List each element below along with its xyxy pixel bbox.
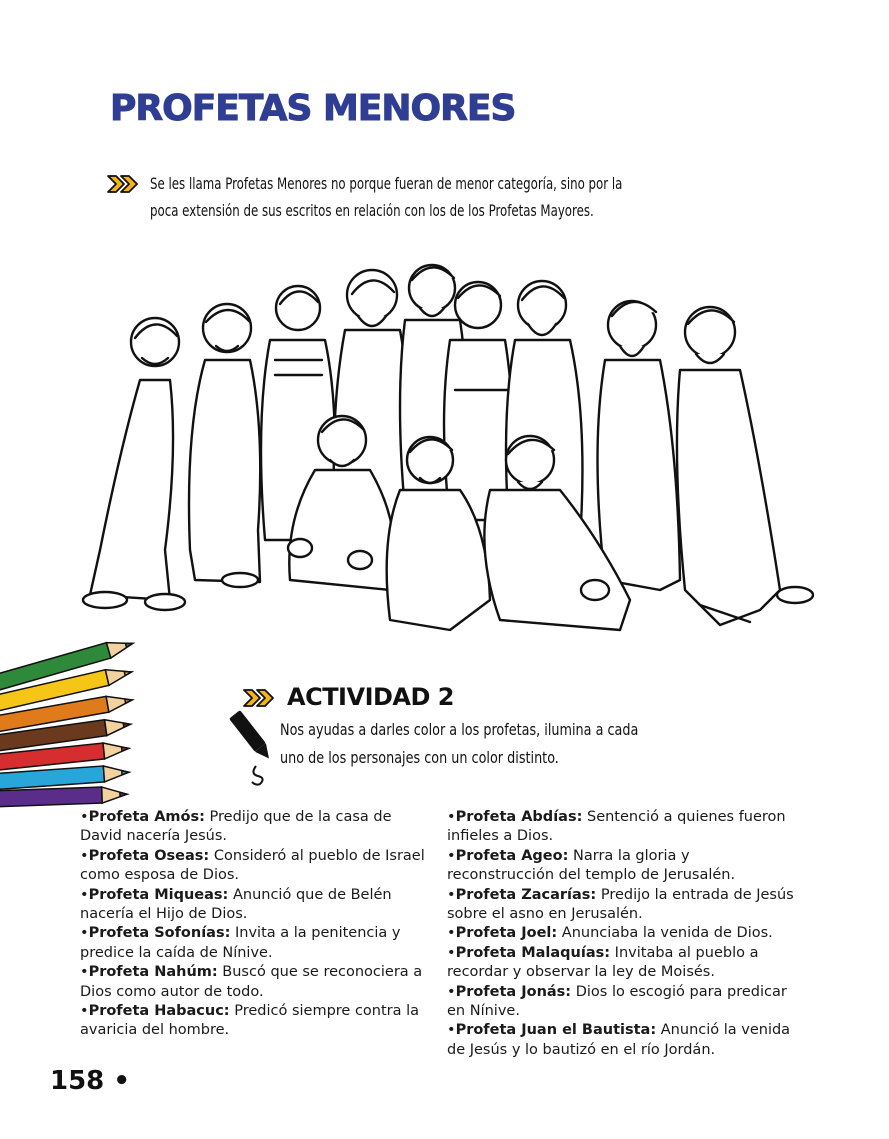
prophet-figure (189, 304, 260, 582)
list-item: •Profeta Miqueas: Anunció que de Belén nacería el Hijo de Dios. (80, 886, 392, 923)
list-item: •Profeta Jonás: Dios lo escogió para predicar en Nínive. (447, 983, 787, 1020)
prophet-figure (598, 301, 681, 590)
activity-line-1: Nos ayudas a darles color a los profetas, ilumina a cada (280, 720, 639, 739)
intro-line-2: poca extensión de sus escritos en relación con los de los Profetas Mayores. (150, 201, 594, 220)
intro-text (150, 170, 740, 224)
list-item: •Profeta Malaquías: Invitaba al pueblo a recordar y observar la ley de Moisés. (447, 944, 759, 981)
list-item: •Profeta Sofonías: Invita a la penitencia y predice la caída de Nínive. (80, 925, 401, 961)
list-item: •Profeta Joel: Anunciaba la venida de Dios. (447, 925, 773, 942)
list-item: •Profeta Juan el Bautista: Anunció la venida de Jesús y lo bautizó en el río Jordán. (447, 1022, 791, 1058)
prophets-list-right (447, 808, 797, 1060)
prophet-figure (90, 318, 179, 600)
list-item: •Profeta Zacarías: Predijo la entrada de Jesús sobre el asno en Jerusalén. (447, 886, 794, 923)
chevron-double-icon (242, 688, 276, 708)
colored-pencils (0, 640, 150, 810)
intro-line-1: Se les llama Profetas Menores no porque fueran de menor categoría, sino por la (150, 174, 623, 193)
activity-title: ACTIVIDAD 2 (287, 683, 454, 711)
list-item: •Profeta Nahúm: Buscó que se reconociera a Dios como autor de todo. (80, 964, 423, 1000)
pen-icon (228, 708, 278, 788)
prophets-illustration (60, 250, 820, 650)
activity-text (280, 716, 728, 772)
page-number: 158 • (50, 1066, 130, 1096)
activity-line-2: uno de los personajes con un color distinto. (280, 748, 559, 767)
prophet-figure (444, 282, 513, 520)
list-item: •Profeta Habacuc: Predicó siempre contra la avaricia del hombre. (80, 1003, 420, 1039)
prophet-figure (677, 307, 780, 625)
list-item: •Profeta Amós: Predijo que de la casa de David nacería Jesús. (80, 809, 392, 845)
list-item: •Profeta Ageo: Narra la gloria y reconstrucción del templo de Jerusalén. (447, 847, 736, 884)
prophets-list-left (80, 808, 430, 1041)
page-title: PROFETAS MENORES (110, 88, 516, 129)
list-item: •Profeta Oseas: Consideró al pueblo de Israel como esposa de Dios. (80, 847, 425, 884)
list-item: •Profeta Abdías: Sentenció a quienes fueron infieles a Dios. (447, 809, 786, 845)
chevron-double-icon (106, 174, 140, 194)
